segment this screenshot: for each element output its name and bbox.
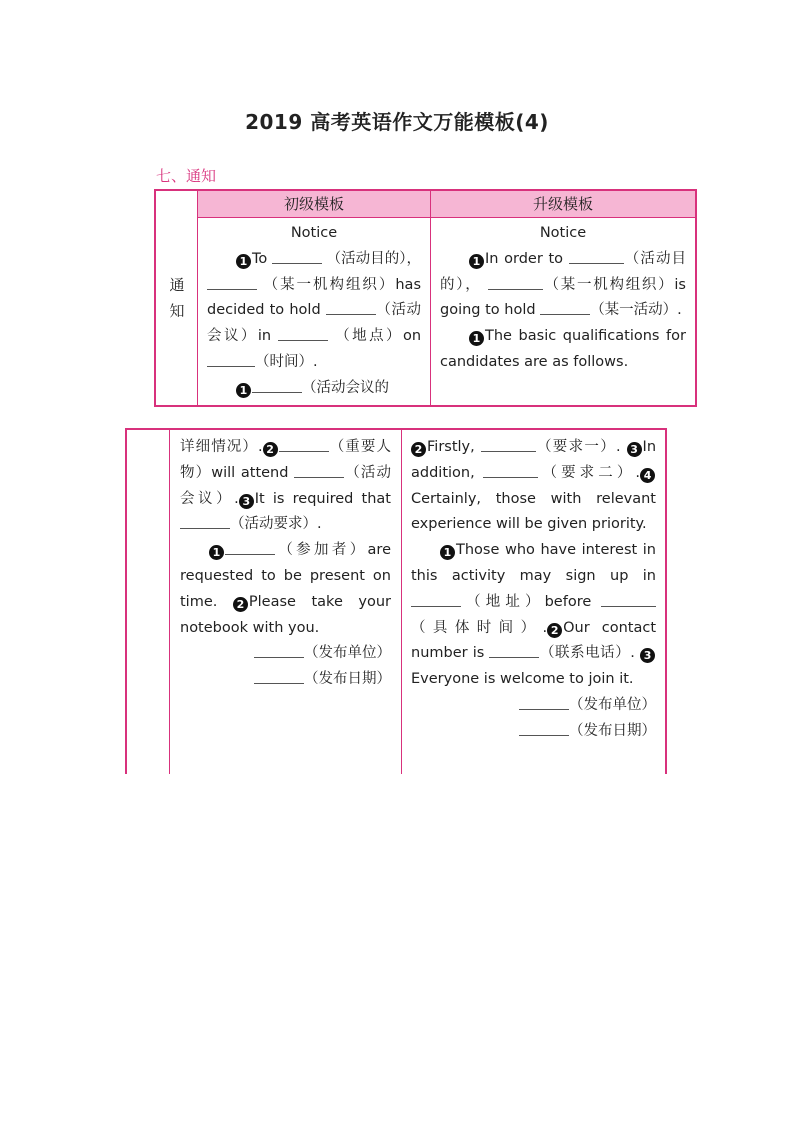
blank-line [279,436,329,452]
divider-side [197,191,198,405]
advanced-column-top [440,221,686,376]
number-two-icon: 2 [547,623,562,638]
blank-line [601,591,656,607]
number-three-icon: 3 [239,494,254,509]
advanced-paragraph-2-rest: 2 Firstly, （要求一）. 3 In addition, （要求二）. 4Certainly, those with relevant experience will be given priority. [411,435,656,538]
advanced-signature-unit: （发布单位） [411,693,656,719]
header-basic: 初级模板 [198,191,430,217]
number-one-icon: 1 [209,545,224,560]
blank-line [254,642,304,658]
blank-line [519,694,569,710]
blank-line [272,248,322,264]
number-three-icon: 3 [640,648,655,663]
side-label-char: 知 [169,302,185,320]
number-one-icon: 1 [440,545,455,560]
header-underline [198,217,695,218]
blank-line [519,720,569,736]
border-left [125,428,127,774]
blank-line [254,668,304,684]
blank-line [411,591,461,607]
blank-line [488,274,543,290]
basic-paragraph-1: 1 To （活动目的）， （某一机构组织）has decided to hold （活动会议）in （地点）on（时间）. [207,247,421,376]
basic-paragraph-2-rest: 详细情况）. 2 （重要人物）will attend （活动会议）. 3 It is required that （活动要求）. [180,435,391,538]
number-two-icon: 2 [263,442,278,457]
basic-heading: Notice [290,225,338,241]
blank-line [278,325,328,341]
blank-line [252,377,302,393]
number-one-icon: 1 [469,331,484,346]
blank-line [481,436,536,452]
blank-line [225,539,275,555]
advanced-column-bottom [411,435,656,745]
advanced-paragraph-1: 1 In order to （活动目的）， （某一机构组织）is going to hold （某一活动）. [440,247,686,324]
section-heading: 七、通知 [156,167,217,185]
basic-signature-date: （发布日期） [180,667,391,693]
divider-side [169,430,170,774]
number-one-icon: 1 [236,383,251,398]
basic-paragraph-3: 1 （参加者）are requested to be present on time. 2 Please take your notebook with you. [180,538,391,641]
blank-line [207,351,255,367]
divider-middle [430,191,431,405]
advanced-signature-date: （发布日期） [411,719,656,745]
advanced-heading: Notice [539,225,587,241]
blank-line [540,299,590,315]
header-advanced: 升级模板 [431,191,695,217]
advanced-paragraph-2-start: 1 The basic qualifications for candidates are as follows. [440,328,686,370]
number-three-icon: 3 [627,442,642,457]
number-two-icon: 2 [411,442,426,457]
advanced-paragraph-3: 1 Those who have interest in this activity may sign up in （地址）before （具体时间）. 2 Our contact number is （联系电话）. 3Everyone is welcome to join it. [411,542,656,688]
number-one-icon: 1 [469,254,484,269]
border-top [125,428,667,430]
blank-line [294,462,344,478]
blank-line [489,642,539,658]
page-title: 2019 高考英语作文万能模板(4) [245,110,549,134]
basic-column-bottom [180,435,391,693]
blank-line [326,299,376,315]
basic-column-top [207,221,421,402]
side-label [160,272,194,324]
blank-line [569,248,624,264]
blank-line [180,513,230,529]
number-one-icon: 1 [236,254,251,269]
number-four-icon: 4 [640,468,655,483]
side-label-char: 通 [169,276,185,294]
basic-signature-unit: （发布单位） [180,641,391,667]
basic-paragraph-2-start: 1 （活动会议的 [207,376,421,402]
blank-line [207,274,257,290]
number-two-icon: 2 [233,597,248,612]
blank-line [483,462,538,478]
divider-middle [401,430,402,774]
border-right [665,428,667,774]
